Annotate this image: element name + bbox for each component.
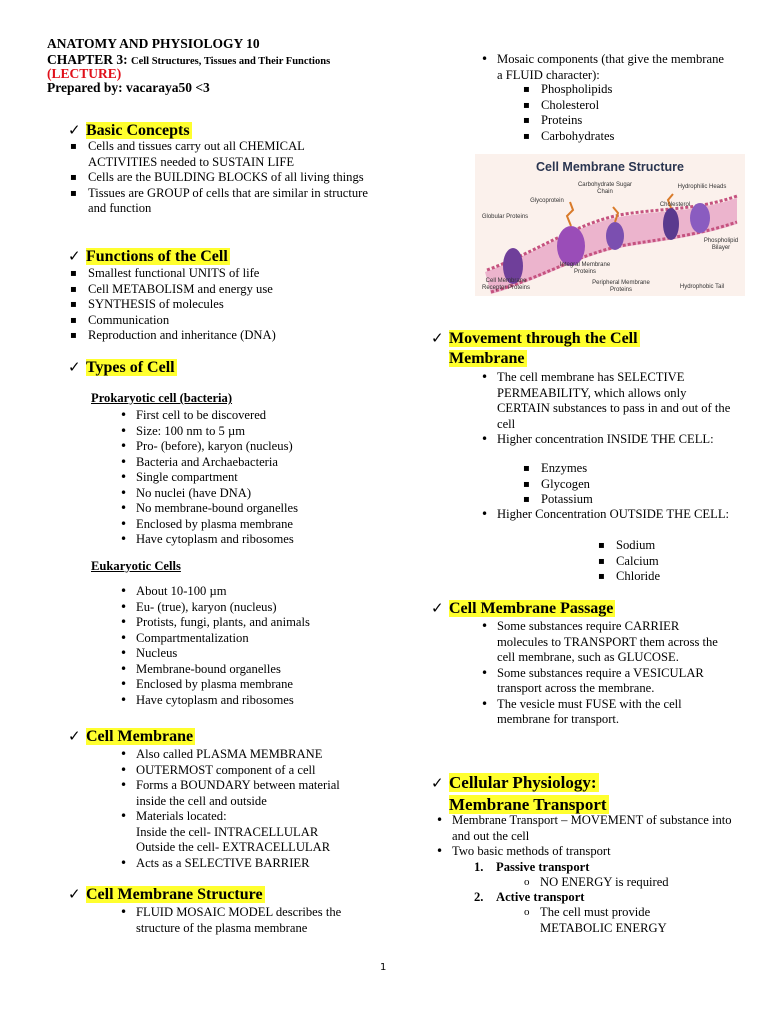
list-item: • Pro- (before), karyon (nucleus)	[116, 439, 376, 455]
list-item: • Bacteria and Archaebacteria	[116, 455, 376, 471]
label-globular: Globular Proteins	[481, 214, 529, 220]
list-item: • Enclosed by plasma membrane	[116, 517, 376, 533]
cell-membrane-figure	[475, 154, 745, 296]
list-item: • OUTERMOST component of a cell	[116, 763, 371, 779]
checkmark-icon: ✓	[68, 358, 81, 376]
eukaryotic-subtitle: Eukaryotic Cells	[91, 559, 181, 573]
label-cholesterol: Cholesterol	[659, 202, 691, 208]
list-item: ▪ Cell METABOLISM and energy use	[68, 282, 368, 298]
heading-basic-concepts: ✓ Basic Concepts	[68, 121, 190, 139]
list-item: ▪ Proteins	[521, 113, 721, 129]
label-peripheral: Peripheral Membrane Proteins	[592, 280, 650, 293]
list-item: • About 10-100 µm	[116, 584, 376, 600]
list-item: • FLUID MOSAIC MODEL describes the structure of the plasma membrane	[116, 905, 366, 936]
list-item: ▪ SYNTHESIS of molecules	[68, 297, 368, 313]
list-item: • Two basic methods of transport	[432, 844, 732, 860]
label-glycoprotein: Glycoprotein	[530, 198, 564, 204]
list-item: ▪ Calcium	[596, 554, 746, 570]
label-receptor: Cell Membrane Receptor Proteins	[481, 278, 531, 291]
eukaryotic-list	[116, 584, 376, 708]
list-item: 1. Passive transport	[474, 860, 590, 874]
heading-passage: ✓ Cell Membrane Passage	[431, 599, 614, 617]
list-item: • Single compartment	[116, 470, 376, 486]
prepared-by: Prepared by: vacaraya50 <3	[47, 80, 210, 95]
course-title: ANATOMY AND PHYSIOLOGY 10	[47, 36, 260, 51]
basic-concepts-list	[68, 139, 368, 217]
list-item: 2. Active transport	[474, 890, 585, 904]
figure-title: Cell Membrane Structure	[536, 160, 684, 174]
checkmark-icon: ✓	[431, 329, 444, 347]
intracellular-note: Inside the cell- INTRACELLULAR	[136, 824, 319, 839]
list-item: ▪ Cells and tissues carry out all CHEMICAL ACTIVITIES needed to SUSTAIN LIFE	[68, 139, 368, 170]
list-item: ▪ Potassium	[521, 492, 721, 508]
functions-list	[68, 266, 368, 344]
prokaryotic-subtitle: Prokaryotic cell (bacteria)	[91, 391, 233, 405]
list-item: • Higher Concentration OUTSIDE THE CELL:	[477, 507, 732, 523]
checkmark-icon: ✓	[68, 727, 81, 745]
transport-methods-list-2	[474, 890, 734, 905]
list-item: • Eu- (true), karyon (nucleus)	[116, 600, 376, 616]
checkmark-icon: ✓	[68, 247, 81, 265]
list-item: o NO ENERGY is required	[520, 875, 740, 891]
list-item: • Size: 100 nm to 5 µm	[116, 424, 376, 440]
heading-cell-membrane: ✓ Cell Membrane	[68, 727, 194, 745]
chapter-title: Cell Structures, Tissues and Their Functions	[131, 56, 331, 67]
list-item: • Forms a BOUNDARY between material inside the cell and outside	[116, 778, 371, 809]
outside-cell-list	[596, 538, 746, 585]
page-number: 1	[380, 962, 387, 973]
checkmark-icon: ✓	[431, 599, 444, 617]
list-item: ▪ Reproduction and inheritance (DNA)	[68, 328, 368, 344]
list-item: • Enclosed by plasma membrane	[116, 677, 376, 693]
list-item: ▪ Chloride	[596, 569, 746, 585]
list-item: • Also called PLASMA MEMBRANE	[116, 747, 371, 763]
checkmark-icon: ✓	[431, 774, 444, 792]
list-item: • Have cytoplasm and ribosomes	[116, 532, 376, 548]
list-item: • Some substances require a VESICULAR transport across the membrane.	[477, 666, 732, 697]
transport-methods-list	[474, 860, 734, 875]
list-item: ▪ Enzymes	[521, 461, 721, 477]
chapter-label: CHAPTER 3:	[47, 52, 128, 67]
list-item: ▪ Tissues are GROUP of cells that are similar in structure and function	[68, 186, 368, 217]
list-item: ▪ Communication	[68, 313, 368, 329]
checkmark-icon: ✓	[68, 885, 81, 903]
list-item: ▪ Glycogen	[521, 477, 721, 493]
mosaic-intro-list	[477, 52, 727, 83]
list-item: • The vesicle must FUSE with the cell membrane for transport.	[477, 697, 732, 728]
lecture-tag: (LECTURE)	[47, 66, 122, 81]
list-item: • Materials located: Inside the cell- INTRACELLULAR Outside the cell- EXTRACELLULAR	[116, 809, 371, 856]
inside-cell-list	[521, 461, 721, 508]
heading-functions-of-cell: ✓ Functions of the Cell	[68, 247, 228, 265]
physiology-list	[432, 813, 732, 860]
list-item: ▪ Carbohydrates	[521, 129, 721, 145]
list-item: • Acts as a SELECTIVE BARRIER	[116, 856, 371, 872]
label-hydrophobic: Hydrophobic Tail	[679, 284, 725, 290]
prokaryotic-list	[116, 408, 376, 548]
list-item: • First cell to be discovered	[116, 408, 376, 424]
heading-movement: ✓ Movement through the Cell Membrane	[431, 329, 638, 367]
list-item: • Higher concentration INSIDE THE CELL:	[477, 432, 732, 448]
list-item: o The cell must provide METABOLIC ENERGY	[520, 905, 710, 936]
mosaic-components-list	[521, 82, 721, 144]
list-item: • Some substances require CARRIER molecules to TRANSPORT them across the cell membrane, such as GLUCOSE.	[477, 619, 732, 666]
heading-cell-membrane-structure: ✓ Cell Membrane Structure	[68, 885, 263, 903]
list-item: • No nuclei (have DNA)	[116, 486, 376, 502]
list-item: • Membrane-bound organelles	[116, 662, 376, 678]
cell-membrane-list	[116, 747, 371, 871]
list-item: ▪ Cholesterol	[521, 98, 721, 114]
list-item: • Have cytoplasm and ribosomes	[116, 693, 376, 709]
label-integral: Integral Membrane Proteins	[559, 262, 611, 275]
extracellular-note: Outside the cell- EXTRACELLULAR	[136, 840, 331, 854]
list-item: ▪ Cells are the BUILDING BLOCKS of all living things	[68, 170, 368, 186]
list-item: • Membrane Transport – MOVEMENT of substance into and out the cell	[432, 813, 732, 844]
movement-list	[477, 370, 732, 448]
heading-physiology: ✓ Cellular Physiology: Membrane Transport	[431, 773, 607, 814]
active-note-list	[520, 905, 710, 936]
label-hydrophilic: Hydrophilic Heads	[677, 184, 727, 190]
checkmark-icon: ✓	[68, 121, 81, 139]
passage-list	[477, 619, 732, 728]
list-item: • Mosaic components (that give the membrane a FLUID character):	[477, 52, 727, 83]
passive-note-list	[520, 875, 740, 891]
list-item: • Protists, fungi, plants, and animals	[116, 615, 376, 631]
label-phospholipid: Phospholipid Bilayer	[703, 238, 739, 251]
list-item: • The cell membrane has SELECTIVE PERMEABILITY, which allows only CERTAIN substances to pass in and out of the cell	[477, 370, 732, 432]
list-item: ▪ Phospholipids	[521, 82, 721, 98]
list-item: • Nucleus	[116, 646, 376, 662]
heading-types-of-cell: ✓ Types of Cell	[68, 358, 175, 376]
label-carbohydrate: Carbohydrate Sugar Chain	[577, 182, 633, 195]
list-item: ▪ Smallest functional UNITS of life	[68, 266, 368, 282]
list-item: ▪ Sodium	[596, 538, 746, 554]
outside-intro-list	[477, 507, 732, 523]
structure-list	[116, 905, 366, 936]
list-item: • No membrane-bound organelles	[116, 501, 376, 517]
list-item: • Compartmentalization	[116, 631, 376, 647]
